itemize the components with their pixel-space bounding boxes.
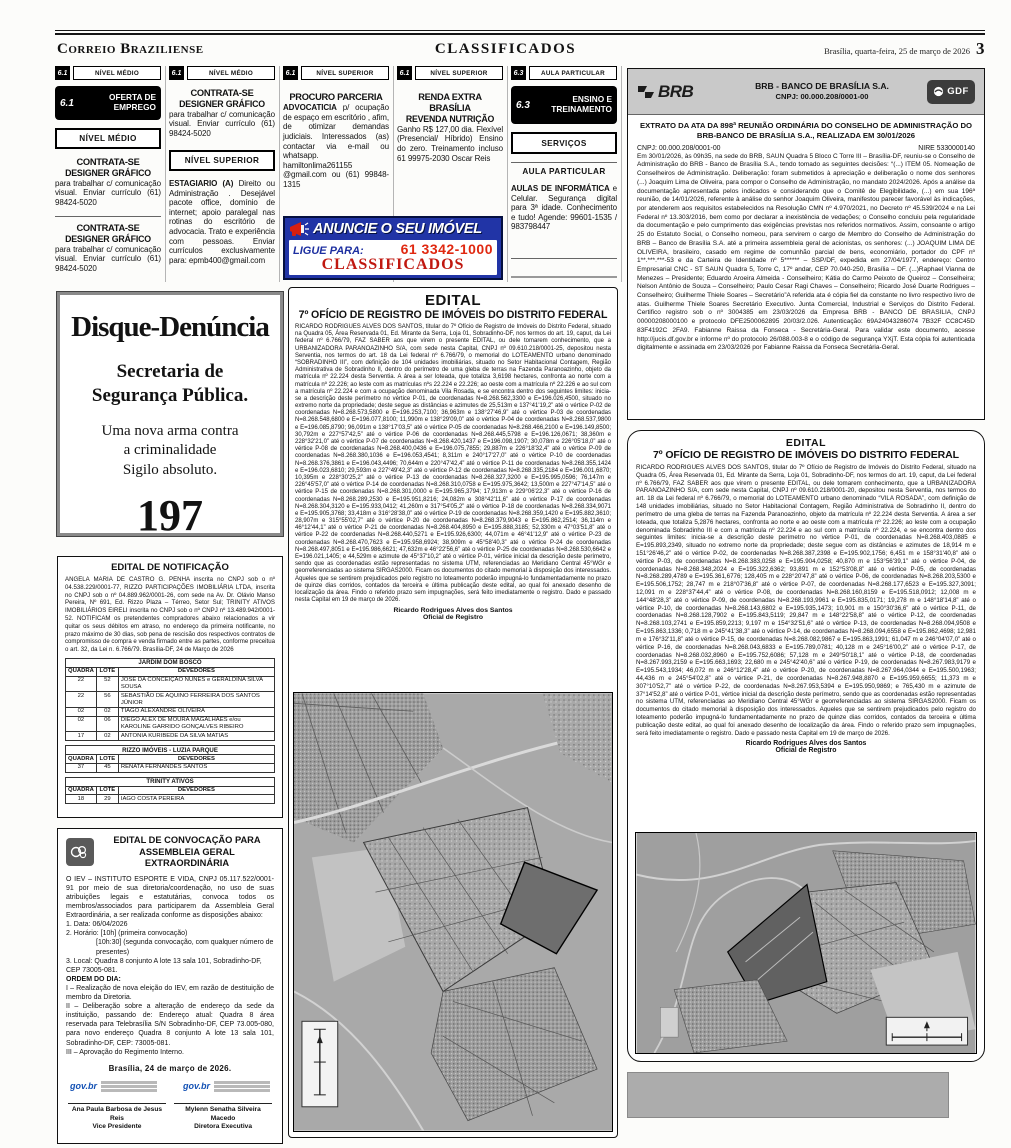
signer-role: Vice Presidente (92, 1123, 142, 1131)
promo-classificados: CLASSIFICADOS (321, 256, 465, 273)
lote-cell: 29 (96, 795, 118, 804)
table-row (66, 707, 275, 716)
table-title: TRINITY ATIVOS (66, 777, 275, 786)
govbr-logo: gov.br (70, 1081, 98, 1092)
satellite-map-vila-rosada (635, 832, 977, 1054)
disque-title: Disque-Denúncia (71, 311, 269, 343)
brb-extract-title: EXTRATO DA ATA DA 898ª REUNIÃO ORDINÁRIA DO CONSELHO DE ADMINISTRAÇÃO DO BRB-BANCO DE BRASÍLIA S.A., REALIZADA EM 30/01/2026 (640, 121, 972, 141)
ad-title: CONTRATA-SE (76, 223, 140, 233)
govbr-logo: gov.br (182, 1081, 210, 1092)
category-label: AULA PARTICULAR (529, 66, 617, 80)
convocacao-date: Brasília, 24 de março de 2026. (108, 1063, 232, 1073)
classified-ad (169, 179, 275, 265)
promo-headline: ANUNCIE O SEU IMÓVEL (313, 221, 482, 237)
column-divider (279, 66, 280, 282)
col-header: LOTE (96, 786, 118, 795)
section-code: 6.3 (516, 99, 530, 111)
edital-body: RICARDO RODRIGUES ALVES DOS SANTOS, titular do 7º Ofício de Registro de Imóveis do Distrito Federal, situado na Quadra 05, Área Reservada 01, Ed. Mirante da Serra, Loja 01, Sobradinho-DF, nos termos do art. 19, caput, da Lei federal nº 6.766/79, FAZ SABER aos que virem o presente EDITAL, ou dele tomarem conhecimento, que a URBANIZADORA PARANOAZINHO S/A, com sede nesta Capital, CNPJ nº 09.610.218/0001-25, depositou nesta Serventia, nos termos do art. 18 da Lei federal nº 6.766/79, o memorial do LOTEAMENTO urbano denominado “SOBRADINHO III”, com definição de 104 unidades imobiliárias, situado no Setor Habitacional Contagem, Região Administrativa de Sobradinho II, dentro do perímetro de uma gleba de terras na Fazenda Paranoazinho, objeto da matrícula nº 22.224 desta Serventia. A área a ser loteada, que totaliza 3,6198 hectares, confronta ao norte com a matrícula nº 22.226; ao leste com as matrículas nºs 22.224 e 22.226; ao oeste com a matrícula nº 22.226 e ao sul com a matrícula nº 22.224 e com a ocupação denominada Vila Rosada, e se encontra dentro dos seguintes limites: inicia-se a descrição deste perímetro no vértice P-01, de coordenadas N=8.268.562,3300 e E=196.026,4500, situado no extremo norte da propriedade; deste segue as distâncias e azimutes de 25,513m e 137°41'19,2” até o vértice P-02 de coordenadas N=8.268.573,5800 e E=196.253,7100; 36,963m e 138°27'46,9” até o vértice P-03 de coordenadas N=8.268.548,6800 e E=196.077,8100; 11,990m e 138°29'09,0” até o vértice P-04 de coordenadas N=8.268.537,9800 e E=196.085,8790; 96,091m e 138°17'03,5” até o vértice P-05 de coordenadas N=8.268.466,2100 e E=196.149,8500; 30,792m e 227°57'42,5” até o vértice P-06 de coordenadas N=8.268.445,5798 e E=196.126,0671; 38,360m e 228°32'21,0” até o vértice P-07 de coordenadas N=8.268.420,1437 e E=196.098,1907; 30,078m e 226°05'18,0” até o vértice P-08 de coordenadas N=8.268.400,0436 e E=196.075,7855; 29,887m e 226°18'32,4” até o vértice P-09 de coordenadas N=8.268.380,1036 e E=196.053,4541; 8,311m e 240°17'27,0” até o vértice P-10 de coordenadas N=8.268.376,3861 e E=196.043,4496; 70,644m e 220°47'42,4” até o vértice P-11 de coordenadas N=8.268.355,1424 e E=196.023,6810; 29,593m e 227°49'42,3” até o vértice P-12 de coordenadas N=8.268.335,2184 e E=196.001,6870; 10,395m e 228°30'25,2” até o vértice P-13 de coordenadas N=8.268.327,3200 e E=195.995,0596; 76,147m e 226°45'57,0” até o vértice P-14 de coordenadas N=8.268.310,0758 e E=195.975,3642; 13,500m e 227°47'14,5” até o vértice P-15 de coordenadas N=8.268.301,0000 e E=195.965,3794; 17,913m e 229°06'22,3” até o vértice P-16 de coordenadas N=8.268.289,2530 e E=195.951,8216; 24,082m e 308°42'11,6” até o vértice P-17 de coordenadas N=8.268.304,3120 e E=195.933,0412; 41,260m e 317°54'05,2” até o vértice P-18 de coordenadas N=8.268.334,9071 e E=195.905,3768; 33,418m e 316°28'38,0” até o vértice P-19 de coordenadas N=8.268.359,1420 e E=195.882,3610; 28,907m e 315°55'02,7” até o vértice P-20 de coordenadas N=8.268.379,9043 e E=195.862,2514; 36,114m e 46°12'44,1” até o vértice P-21 de coordenadas N=8.268.404,8950 e E=195.888,3185; 52,330m e 47°03'51,8” até o vértice P-22 de coordenadas N=8.268.440,5271 e E=195.926,6300; 44,071m e 46°41'12,9” até o vértice P-23 de coordenadas N=8.268.470,7623 e E=195.958,6924; 38,909m e 45°58'40,3” até o vértice P-24 de coordenadas N=8.268.497,8051 e E=195.986,6621; 47,632m e 46°22'56,6” até o vértice P-25 de coordenadas N=8.268.530,6642 e E=196.021,1405; e 44,529m e azimute de 45°37'10,2” até o vértice P-01, vértice inicial da descrição deste perímetro, sendo que as coordenadas estão representadas no sistema UTM, referenciadas ao Meridiano Central 45°WGr e georreferenciadas ao sistema SIRGAS2000. Ficam os documentos do citado memorial à disposição dos interessados. Aqueles que se sentirem prejudicados pelo registro no loteamento poderão impugná-lo fundamentadamente no prazo de quinze dias corridos, contados da terceira e última publicação deste edital, ao qual foi anexado desenho de localização da área. Findo o referido prazo sem impugnações, será feito imediatamente o registro. Dado e passado nesta Capital em 19 de março de 2026. (295, 324, 611, 604)
table-row (66, 716, 275, 732)
devedores-table-rizzo-luzia-parque (65, 745, 275, 773)
col-header: QUADRA (66, 755, 97, 764)
lote-cell: 52 (96, 676, 118, 692)
quadra-cell: 17 (66, 732, 97, 741)
quadra-cell: 18 (66, 795, 97, 804)
notificacao-body: ANGELA MARIA DE CASTRO G. PENHA inscrita no CNPJ sob o nº 04.538.229/0001-77, RIZZO PARTICIPAÇÕES IMOBILIÁRIA LTDA, inscrita no CNPJ sob o nº 04.889.962/0001-26, com sede na Av. Dr. Olávio Manso Pereira, Nº 691, Ed. Rizzo Plaza – Térreo, Setor Sul; TRINITY ATIVOS IMOBILIÁRIOS EIRELI inscrita no CNPJ sob o nº CNPJ nº 13.489.942/0001-52. NOTIFICAM os pretendentes compradores abaixo relacionados a vir quitar os seus débitos em atraso, no endereço da primeira notificante, no prazo máximo de 30 dias, sob pena de rescisão dos respectivos contratos de compromisso de compra e venda firmado entre as partes, conforme preceitua o art. 32, da Lei n. 6.766/79. Brasília-DF, 24 de Março de 2026 (65, 576, 275, 654)
category-label: NÍVEL SUPERIOR (301, 66, 389, 80)
col-header: DEVEDORES (118, 667, 274, 676)
convocacao-item-data: 1. Data: 06/04/2026 (66, 921, 128, 929)
table-title: RIZZO IMÓVEIS - LUZIA PARQUE (66, 746, 275, 755)
lote-cell: 45 (96, 763, 118, 772)
edital-subtitle: 7º OFÍCIO DE REGISTRO DE IMÓVEIS DO DISTRITO FEDERAL (653, 449, 959, 461)
brb-org-cnpj: CNPJ: 00.000.208/0001-00 (775, 92, 869, 102)
disque-tagline2: a criminalidade (123, 442, 217, 458)
table-title: JARDIM DOM BOSCO (66, 658, 275, 667)
ad-divider (55, 216, 161, 217)
promo-call-label: LIGUE PARA: (293, 245, 364, 257)
signer-role: Diretora Executiva (194, 1123, 252, 1131)
dateline: Brasília, quarta-feira, 25 de março de 2026 (824, 46, 970, 56)
section-title: CLASSIFICADOS (434, 41, 577, 57)
notificacao-title: EDITAL DE NOTIFICAÇÃO (111, 562, 229, 573)
brb-header-band (628, 69, 984, 115)
quadra-cell: 02 (66, 716, 97, 732)
ad-body: para trabalhar c/ comunicação visual. Enviar currículo (61) 98424-5020 (169, 109, 275, 138)
ad-subtitle: REVENDA NUTRIÇÃO (405, 114, 495, 125)
convocacao-item-horario: 2. Horário: [10h] (primeira convocação) (66, 930, 188, 938)
subsection-servicos: SERVIÇOS (511, 132, 617, 154)
ad-lead: ADVOCATICIA (283, 103, 337, 113)
ad-lead: AULAS DE INFORMÁTICA (511, 184, 610, 193)
convocacao-item-segunda: [10h:30] (segunda convocação, com qualquer número de presentes) (96, 939, 274, 956)
ad-body: Direito ou Administração . Desejável pacote office, domínio de internet; apoio paralegal nas rotinas do escritório de advocacia. Trato e experiência com pessoas. Enviar currículos exclusivamente para: epmb400@gmail.com (169, 179, 275, 265)
edital-sobradinho-iii (288, 287, 618, 1138)
brb-wordmark: BRB (658, 81, 694, 101)
disque-tagline1: Uma nova arma contra (101, 422, 239, 439)
quadra-cell: 37 (66, 763, 97, 772)
signature-block (68, 1103, 166, 1132)
ad-body: p/ ocupação de espaço em escritório , afim, de otimizar demandas judiciais. Interessados (as) contactar via e-mail ou whatsapp. hamiltonlima261155 @gmail.com ou (61) 99848-1315 (283, 103, 389, 189)
classified-ad (55, 157, 161, 207)
convocacao-item-local: 3. Local: Quadra 8 conjunto A lote 13 sala 101, Sobradinho-DF, CEP 73005-081. (66, 957, 262, 974)
category-tab-1 (55, 66, 161, 80)
col-header: LOTE (96, 755, 118, 764)
ad-divider (511, 258, 617, 259)
megaphone-icon (289, 221, 309, 237)
devedor-cell: TIAGO ALEXANDRE OLIVEIRA (118, 707, 274, 716)
devedor-cell: JOSÉ DA CONCEIÇÃO NUNES e GERALDINA SILVA SOUSA (118, 676, 274, 692)
quadra-cell: 22 (66, 676, 97, 692)
brb-nire: NIRE 5330000140 (918, 144, 975, 152)
iev-logo-icon (66, 838, 94, 866)
ad-body: Ganho R$ 127,00 dia. Flexível (Presencial/ Híbrido) Ensino do zero. Treinamento incluso 61 99975-2030 Oscar Reis (397, 124, 503, 163)
edital-signer: Ricardo Rodrigues Alves dos Santos (745, 740, 867, 748)
category-code: 6.3 (511, 66, 526, 80)
col-header: DEVEDORES (118, 755, 274, 764)
ad-title: RENDA EXTRA BRASÍLIA (418, 92, 482, 114)
brb-org-name: BRB - BANCO DE BRASÍLIA S.A. (755, 80, 889, 91)
map-legend (302, 1021, 338, 1106)
classified-ad (511, 184, 617, 232)
edital-subtitle: 7º OFÍCIO DE REGISTRO DE IMÓVEIS DO DISTRITO FEDERAL (298, 309, 608, 321)
lote-cell: 02 (96, 707, 118, 716)
ad-title: CONTRATA-SE (190, 88, 254, 98)
disque-org-line1: Secretaria de (116, 361, 224, 382)
ad-subtitle: DESIGNER GRÁFICO (65, 168, 151, 179)
devedores-table-jardim-dom-bosco (65, 658, 275, 741)
page-number: 3 (976, 39, 985, 58)
column-divider (621, 66, 622, 282)
stamp-fineprint (101, 1080, 157, 1094)
edital-signer-role: Oficial de Registro (775, 747, 837, 755)
disque-denuncia-ad (57, 292, 283, 540)
classified-ad (397, 92, 503, 163)
convocacao-title-line1: EDITAL DE CONVOCAÇÃO PARA (113, 835, 261, 845)
edital-signer: Ricardo Rodrigues Alves dos Santos (393, 607, 513, 615)
section-code: 6.1 (60, 97, 74, 109)
col-header: QUADRA (66, 786, 97, 795)
col-header: DEVEDORES (118, 786, 274, 795)
table-row (66, 763, 275, 772)
table-row (66, 732, 275, 741)
category-code: 6.1 (169, 66, 184, 80)
convocacao-paragraph: O IEV – INSTITUTO ESPORTE E VIDA, CNPJ 05.117.522/0001-91 por meio de sua diretoria/coordenação, no uso de suas atribuições legais e estatutárias, convoca todos os membros/associados para participarem da Assembleia Geral Extraordinária, a ser realizada conforme as disposições abaixo: (66, 875, 274, 920)
ad-lead: ESTAGIARIO (A) (169, 179, 234, 188)
disque-org-line2: Segurança Pública. (91, 384, 249, 406)
empty-ad-slot (627, 1072, 949, 1118)
signature-block (174, 1103, 272, 1132)
lote-cell: 56 (96, 692, 118, 708)
devedor-cell: ANTONIA KURIBEDE DA SILVA MATIAS (118, 732, 274, 741)
table-row (66, 676, 275, 692)
disque-tagline3: Sigilo absoluto. (122, 461, 218, 478)
gdf-wordmark: GDF (947, 86, 969, 97)
devedor-cell: DIEGO ALEX DE MOURA MAGALHÃES e/ou KAROLINE GARRIDO GONÇALVES RIBEIRO (118, 716, 274, 732)
category-label: NÍVEL MÉDIO (73, 66, 161, 80)
edital-vila-rosada (627, 430, 985, 1062)
brb-logo (637, 82, 723, 102)
lote-cell: 02 (96, 732, 118, 741)
subsection-nivel-medio: NÍVEL MÉDIO (55, 128, 161, 149)
brb-extract-notice (627, 68, 985, 420)
masthead-rule-thick (55, 33, 985, 35)
paper-title: Correio Braziliense (57, 41, 204, 57)
stamp-fineprint (214, 1080, 270, 1094)
disque-phone-number: 197 (137, 491, 203, 540)
category-code: 6.1 (283, 66, 298, 80)
category-label: NÍVEL SUPERIOR (415, 66, 503, 80)
section-banner-oferta-emprego (55, 86, 161, 120)
devedor-cell: RENATA FERNANDES SANTOS (118, 763, 274, 772)
column-divider (165, 66, 166, 282)
subsection-aula-particular: AULA PARTICULAR (511, 162, 617, 176)
classified-ad (169, 88, 275, 138)
lote-cell: 06 (96, 716, 118, 732)
column-divider (507, 66, 508, 282)
convocacao-title-line2: ASSEMBLEIA GERAL EXTRAORDINÁRIA (139, 846, 235, 869)
ad-title: PROCURO PARCERIA (289, 92, 383, 102)
signer-name: Mylenn Senatha Silveira Macedo (174, 1103, 272, 1123)
convocacao-ordem-title: ORDEM DO DIA: (66, 975, 121, 983)
ad-title: CONTRATA-SE (76, 157, 140, 167)
quadra-cell: 02 (66, 707, 97, 716)
col-header: LOTE (96, 667, 118, 676)
convocacao-ordem-1: I – Realização de nova eleição do IEV, em razão de destituição de membro da Diretoria. (66, 984, 274, 1002)
brb-flag-icon (637, 84, 655, 100)
category-tab-4 (397, 66, 503, 80)
category-tab-5 (511, 66, 617, 80)
ad-subtitle: DESIGNER GRÁFICO (65, 234, 151, 245)
col-header: QUADRA (66, 667, 97, 676)
edital-body: RICARDO RODRIGUES ALVES DOS SANTOS, titular do 7º Ofício de Registro de Imóveis do Distrito Federal, situado na Quadra 05, Área Reservada 01, Ed. Mirante da Serra, Loja 01, Sobradinho-DF, nos termos do art. 19, caput, da Lei federal nº 6.766/79, FAZ SABER aos que virem o presente EDITAL, ou dele tomarem conhecimento, que a URBANIZADORA PARANOAZINHO S/A, com sede nesta Capital, CNPJ nº 09.610.218/0001-20, depositou nesta Serventia, nos termos do art. 18 da Lei federal nº 6.766/79, o memorial do LOTEAMENTO urbano denominado “VILA ROSADA”, com definição de 148 unidades imobiliárias, situado no Setor Habitacional Contagem, Região Administrativa de Sobradinho II, dentro do perímetro de uma gleba de terras na Fazenda Paranoazinho, objeto da matrícula nº 22.224 desta Serventia. A área a ser loteada, que totaliza 5,2876 hectares, confronta ao norte e ao oeste com a matrícula nº 22.226; ao leste com a ocupação denominada Sobradinho III e com a matrícula nº 22.224 e ao sul com a matrícula nº 22.224, e se encontra dentro dos seguintes limites: inicia-se a descrição deste perímetro no vértice P-01, de coordenadas N=8.268.403,0885 e E=195.893,2349, situado no extremo norte da propriedade; deste segue com as distâncias e azimutes de 18,914 m e 151°26'46,2” até o vértice P-02, de coordenadas N=8.268.387,2398 e E=195.902,1756; 6,451 m e 158°31'40,8” até o vértice P-03, de coordenadas N=8.268.383,0258 e E=195.904,0258; 40,870 m e 153°56'39,1” até o vértice P-04, de coordenadas N=8.268.348,2024 e E=195.322,6362; 93,891 m e 152°53'08,8” até o vértice P-05, de coordenadas N=8.268.289,4789 e E=195.361,6776; 128,405 m e 228°20'47,8” até o vértice P-06, de coordenadas N=8.268.203,5300 e E=195.506,1752; 28,747 m e 218°07'36,8” até o vértice P-07, de coordenadas N=8.268.177,6523 e E=195.327,3091; 12,091 m e 228°37'44,4” até o vértice P-08, de coordenadas N=8.268.160,8159 e E=195.518,0912; 12,008 m e 144°48'28,3” até o vértice P-09, de coordenadas N=8.268.193,9961 e E=195.835,0171; 19,278 m e 148°18'14,8” até o vértice P-10, de coordenadas N=8.268.143,6802 e E=195.935,1473; 10,901 m e 150°30'36,6” até o vértice P-11, de coordenadas N=8.268.128,7902 e E=195.843,5119; 29,847 m e 148°22'58,8” até o vértice P-12, de coordenadas N=8.268.103,2741 e E=195.859,2213; 9,197 m e 154°32'51,6” até o vértice P-13, de coordenadas N=8.268.094,9508 e E=195.863,1336; 0,718 m e 245°41'38,3” até o vértice P-14, de coordenadas N=8.268.094,6558 e E=195.862,4698; 12,981 m e 176°32'11,8” até o vértice P-15, de coordenadas N=8.268.082,9867 e E=195.863,1991; 61,047 m e 246°04'07,0” até o vértice P-16, de coordenadas N=8.268.043,6833 e E=195.789,0781; 40,128 m e 245°16'00,2” até o vértice P-17, de coordenadas N=8.268.032,8960 e E=195.752,6086; 57,128 m e 249°50'18,1” até o vértice P-18, de coordenadas N=8.267.993,2159 e E=195.663,1693; 22,680 m e 245°42'40,6” até o vértice P-19, de coordenadas N=8.267.983,9179 e E=195.543,1934; 46,072 m e 246°12'28,4” até o vértice P-20, de coordenadas N=8.267.964,0344 e E=195.500,1963; 44,436 m e 245°54'02,8” até o vértice P-21, de coordenadas N=8.267.948,8870 e E=195.959,6655; 11,373 m e 307°10'52,7” até o vértice P-22, de coordenadas N=8.267.953,5394 e E=195.950,9869; e 765,430 m e azimute de 37°14'52,8” até o vértice P-01, vértice inicial da descrição deste perímetro, sendo que as coordenadas estão representadas no sistema UTM, referenciadas ao Meridiano Central 45°WGr e georreferenciadas ao sistema SIRGAS2000. Ficam os documentos do citado memorial à disposição dos interessados. Aqueles que se sentirem prejudicados pelo registro do loteamento poderão impugná-lo fundamentadamente no prazo de quinze dias corridos, contados da terceira e última publicação deste edital, ao qual foi anexado desenho de localização da área. Findo o referido prazo sem impugnações, será feito imediatamente o registro. Dado e passado nesta Capital em 19 de março de 2026. (636, 464, 976, 737)
govbr-stamp-icon (183, 1080, 270, 1094)
convocacao-ordem-3: III – Aprovação do Regimento Interno. (66, 1048, 184, 1056)
quadra-cell: 22 (66, 692, 97, 708)
classified-ad (55, 223, 161, 273)
map-legend (886, 1017, 967, 1045)
section-banner-ensino (511, 86, 617, 124)
signer-name: Ana Paula Barbosa de Jesus Reis (68, 1103, 166, 1123)
govbr-stamp-icon (70, 1080, 157, 1094)
ad-body: e Celular. Segurança digital para 3ª idade. Conhecimento e tudo! Agende: 99601-1535 / 983798447 (511, 184, 618, 232)
masthead-rule-thin (55, 30, 985, 31)
ad-body: para trabalhar c/ comunicação visual. Enviar currículo (61) 98424-5020 (55, 178, 161, 207)
section-banner-label: ENSINO E TREINAMENTO (551, 94, 612, 114)
edital-title: EDITAL (424, 292, 482, 309)
gdf-logo (927, 80, 975, 104)
category-label: NÍVEL MÉDIO (187, 66, 275, 80)
category-tab-2 (169, 66, 275, 80)
devedores-table-trinity-ativos (65, 777, 275, 805)
subsection-nivel-superior: NÍVEL SUPERIOR (169, 150, 275, 171)
promo-phone: 61 3342-1000 (400, 241, 493, 257)
brb-cnpj: CNPJ: 00.000.208/0001-00 (637, 144, 721, 152)
classified-ad (283, 92, 389, 190)
edital-notificacao (57, 556, 283, 818)
devedor-cell: IAGO COSTA PEREIRA (118, 795, 274, 804)
section-divider (511, 276, 617, 278)
category-code: 6.1 (55, 66, 70, 80)
ad-body: para trabalhar c/ comunicação visual. Enviar currículo (61) 98424-5020 (55, 244, 161, 273)
table-row (66, 795, 275, 804)
brb-extract-body: Em 30/01/2026, às 09h35, na sede do BRB, SAUN Quadra 5 Bloco C Torre III – Brasília-DF, reuniu-se o Conselho de Administração do BRB - Banco de Brasília S.A., tendo tomado as seguintes decisões: “(...) ITEM 05. Nomeação de Conselheiros de Administração. Deliberação: foram submetidos à apreciação e deliberação o nome dos senhores (...) Joaquim Lima de Oliveira, para compor o Conselho de Administração, no mandato 2024/2026. Após a análise da documentação apresentada pelos indicados e considerando que o Comitê de Elegibilidade, (...) em sua 196ª reunião, de 14/01/2026, referente à análise do senhor Joaquim Oliveira, manifestou parecer favorável às indicações, por atenderem aos requisitos estabelecidos na Resolução CMN nº 4.970/2021, no Decreto nº 45.539/2024 e na Lei Federal nº 13.303/2016, bem como por declarar a inexistência de vedações; o Conselho concluiu pela regularidade da documentação e pelo cumprimento das exigências previstas nos referidos normativos. Assim, consoante o artigo 25 do Estatuto Social, o Conselho nomeou, para servirem o cargo de Membro do Conselho de Administração do BRB – Banco de Brasília S.A. até a primeira assembleia geral de acionistas, os senhores: (...) JOAQUIM LIMA DE OLIVEIRA, brasileiro, casado em regime de comunhão parcial de bens, economiário, portador do CPF nº 1**.***.***-53 e da Carteira de Identidade nº 5****** – SSP/DF, expedida em 27/04/1977, endereço: Centro Empresarial CNC - ST SAUN Quadra 5, Torre C, 17º andar, CEP 70.040-250, Brasília – DF. (...)Raphael Vianna de Menezes – Presidente; Eduardo Aroeira Almeida - Conselheiro; Kátia do Carmo Peixoto de Queiroz – Conselheira; Nelson Antônio de Souza – Conselheiro; Paulo Cesar Ragi Chaves – Conselheiro; Ricardo José Duarte Rodrigues – Conselheiro; Guilherme Thiele Soares – Secretário”A referida ata é cópia fiel da constante no livro respectivo livro de atas. Guilherme Thiele Soares Secretário Executivo. Junta Comercial, Industrial e Serviços do Distrito Federal. Certifico registro sob o nº 3004385 em 23/03/2026 da Empresa BRB - BANCO DE BRASILIA, CNPJ 00000208000100 e protocolo DFE2500062895 20/03/2.026. Autenticação: 69A24043286074 7B32F CC8C45D 83F4192C 2FA9. Fabianne Raissa da Fonseca - Secretária-Geral. Para validar este documento, acesse http://jucis.df.gov.br e informe nº do protocolo 26/088.003-8 e o código de segurança YXjT. Esta cópia foi autenticada digitalmente e assinada em 23/03/2026 por Fabianne Raissa da Fonseca Secretária-Geral. (637, 152, 975, 352)
edital-title: EDITAL (785, 437, 827, 449)
ad-subtitle: DESIGNER GRÁFICO (179, 99, 265, 110)
gdf-emblem-icon (933, 86, 944, 97)
convocacao-ordem-2: II – Deliberação sobre a alteração de endereço da sede da instituição, passando de: Endereço atual: Quadra 8 área reservada para Telebrasília S/N Sobradinho-DF, CEP 73.005-080, para novo endereço Quadra 8 conjunto A lote 13 sala 101, Sobradinho-DF, CEP: 73005-081. (66, 1003, 274, 1047)
satellite-map-sobradinho (293, 692, 613, 1132)
table-row (66, 692, 275, 708)
promo-banner (283, 216, 503, 280)
section-banner-label: OFERTA DE EMPREGO (108, 92, 156, 112)
category-code: 6.1 (397, 66, 412, 80)
devedor-cell: SEBASTIÃO DE AQUINO FERREIRA DOS SANTOS JÚNIOR (118, 692, 274, 708)
edital-convocacao (57, 828, 283, 1144)
edital-signer-role: Oficial de Registro (422, 614, 484, 622)
category-tab-3 (283, 66, 389, 80)
